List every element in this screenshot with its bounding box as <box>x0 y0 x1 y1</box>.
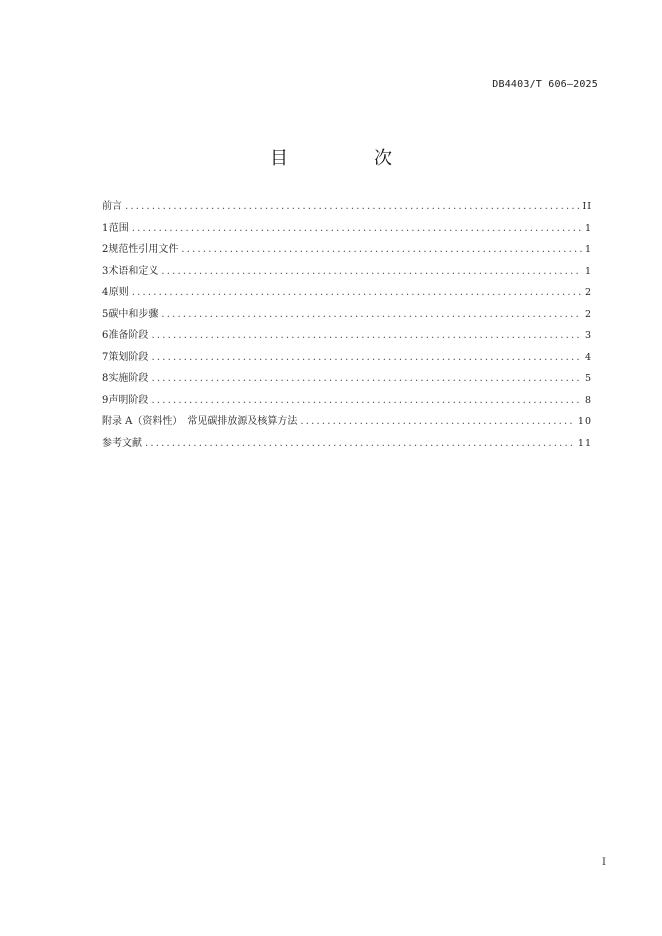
toc-dot-leader <box>151 350 582 366</box>
toc-entry-number: 7 <box>102 351 109 363</box>
toc-entry-page: 2 <box>584 308 592 320</box>
toc-entry-page: 11 <box>577 437 592 449</box>
toc-entry-normative-references[interactable] <box>102 242 592 264</box>
toc-dot-leader <box>161 307 582 323</box>
toc-entry-number: 4 <box>102 287 109 298</box>
toc-dot-leader <box>300 414 575 430</box>
toc-entry-label: 规范性引用文件 <box>108 244 179 255</box>
toc-entry-page: II <box>582 201 592 212</box>
toc-dot-leader <box>125 199 579 215</box>
toc-entry-number: 8 <box>102 373 109 384</box>
toc-entry-appendix-a[interactable] <box>102 414 592 436</box>
toc-entry-label: 准备阶段 <box>108 330 149 341</box>
toc-entry-page: 5 <box>584 373 592 384</box>
document-code: DB4403/T 606—2025 <box>492 79 598 90</box>
toc-entry-page: 2 <box>584 287 592 298</box>
toc-entry-label: 原则 <box>108 287 129 298</box>
toc-entry-bibliography[interactable] <box>102 436 592 458</box>
toc-entry-page: 8 <box>584 394 592 406</box>
toc-entry-page: 10 <box>577 416 592 427</box>
toc-entry-principles[interactable] <box>102 285 592 307</box>
toc-entry-number: 1 <box>102 222 109 234</box>
toc-entry-page: 1 <box>584 222 592 234</box>
toc-dot-leader <box>151 371 582 387</box>
toc-entry-number: 9 <box>102 394 109 406</box>
toc-dot-leader <box>181 242 582 258</box>
toc-entry-number: 6 <box>102 330 109 341</box>
toc-entry-number: 2 <box>102 244 109 255</box>
table-of-contents <box>102 199 592 457</box>
toc-entry-page: 1 <box>584 244 592 255</box>
toc-entry-terms-definitions[interactable] <box>102 264 592 286</box>
toc-dot-leader <box>151 328 582 344</box>
toc-entry-planning-stage[interactable] <box>102 350 592 372</box>
toc-entry-label: 策划阶段 <box>108 351 149 363</box>
toc-entry-carbon-neutral-steps[interactable] <box>102 307 592 329</box>
toc-dot-leader <box>145 436 575 452</box>
page-number: I <box>602 857 606 868</box>
toc-entry-label: 范围 <box>108 222 129 234</box>
toc-dot-leader <box>151 393 582 409</box>
toc-dot-leader <box>161 264 582 280</box>
toc-entry-label: 声明阶段 <box>108 394 149 406</box>
toc-entry-declaration-stage[interactable] <box>102 393 592 415</box>
toc-entry-label: 实施阶段 <box>108 373 149 384</box>
toc-entry-page: 4 <box>584 351 592 363</box>
toc-entry-label: 附录 A（资料性） 常见碳排放源及核算方法 <box>102 416 298 427</box>
toc-entry-number: 3 <box>102 265 109 277</box>
toc-dot-leader <box>132 285 582 301</box>
toc-entry-foreword[interactable] <box>102 199 592 221</box>
toc-entry-number: 5 <box>102 308 109 320</box>
toc-entry-implementation-stage[interactable] <box>102 371 592 393</box>
toc-entry-scope[interactable] <box>102 221 592 243</box>
toc-dot-leader <box>132 221 582 237</box>
toc-entry-label: 术语和定义 <box>108 265 159 277</box>
toc-entry-page: 1 <box>584 265 592 277</box>
toc-entry-page: 3 <box>584 330 592 341</box>
toc-entry-label: 碳中和步骤 <box>108 308 159 320</box>
toc-entry-label: 前言 <box>102 201 122 212</box>
toc-entry-preparation-stage[interactable] <box>102 328 592 350</box>
toc-title: 目 次 <box>270 148 426 169</box>
toc-entry-label: 参考文献 <box>102 437 142 449</box>
